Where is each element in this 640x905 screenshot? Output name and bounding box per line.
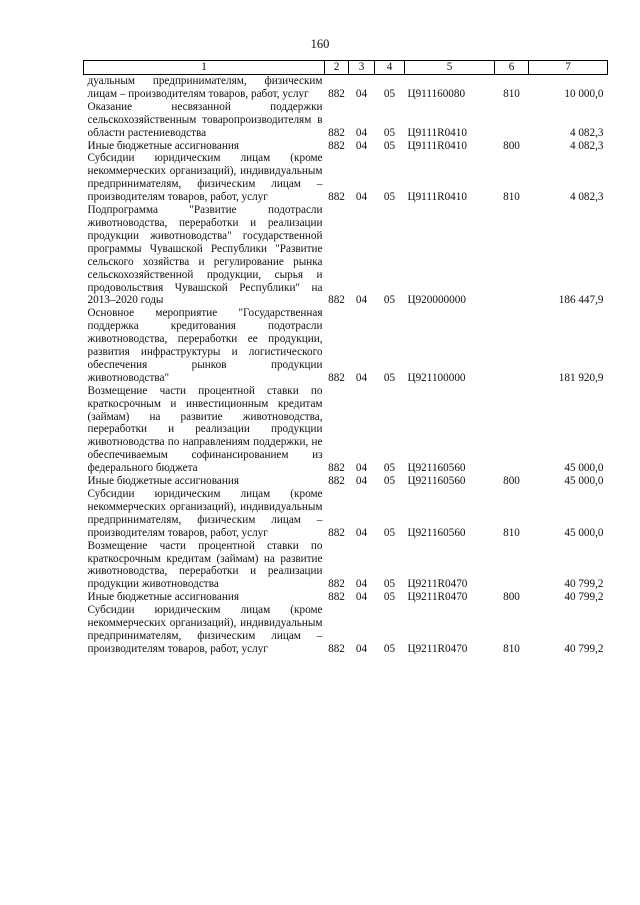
- row-subsection-code: 05: [383, 371, 396, 384]
- column-header-5: 5: [405, 61, 495, 75]
- table-header: [84, 61, 608, 75]
- row-target-article: Ц911160080: [407, 87, 466, 100]
- row-amount: 4 082,3: [569, 126, 604, 139]
- row-amount: 40 799,2: [564, 642, 604, 655]
- table-row: [84, 204, 608, 307]
- table-row: [84, 604, 608, 656]
- row-target-article: Ц921160560: [407, 475, 466, 488]
- table-row: [84, 488, 608, 540]
- row-amount: 4 082,3: [569, 139, 604, 152]
- row-admin-code: 882: [328, 126, 345, 139]
- row-subsection-code: 05: [383, 294, 396, 307]
- row-amount: 186 447,9: [558, 294, 604, 307]
- row-description: Иные бюджетные ассигнования: [87, 475, 239, 488]
- row-section-code: 04: [355, 139, 368, 152]
- row-admin-code: 882: [328, 191, 345, 204]
- row-subsection-code: 05: [383, 87, 396, 100]
- row-section-code: 04: [355, 475, 368, 488]
- row-section-code: 04: [355, 126, 368, 139]
- page-number: 160: [310, 37, 330, 51]
- row-admin-code: 882: [328, 294, 345, 307]
- table-row: [84, 307, 608, 384]
- row-admin-code: 882: [328, 87, 345, 100]
- row-subsection-code: 05: [383, 475, 396, 488]
- row-section-code: 04: [355, 294, 368, 307]
- row-description: Возмещение части процентной ставки по краткосрочным кредитам (займам) на развитие животноводства, переработки и реализации продукции животноводства: [87, 539, 323, 591]
- row-subsection-code: 05: [383, 191, 396, 204]
- column-header-1: 1: [84, 61, 325, 75]
- row-section-code: 04: [355, 191, 368, 204]
- row-admin-code: 882: [328, 591, 345, 604]
- column-header-4: 4: [375, 61, 405, 75]
- row-admin-code: 882: [328, 578, 345, 591]
- row-amount: 40 799,2: [564, 591, 604, 604]
- row-admin-code: 882: [328, 371, 345, 384]
- row-subsection-code: 05: [383, 139, 396, 152]
- column-header-3: 3: [349, 61, 375, 75]
- row-description: Иные бюджетные ассигнования: [87, 591, 239, 604]
- row-admin-code: 882: [328, 462, 345, 475]
- row-target-article: Ц9111R0410: [407, 126, 467, 139]
- row-description: Субсидии юридическим лицам (кроме некоммерческих организаций), индивидуальным предпринимателям, физическим лицам – производителям товаров, работ, услуг: [87, 604, 323, 655]
- row-description: Иные бюджетные ассигнования: [87, 139, 239, 152]
- row-target-article: Ц9211R0470: [407, 591, 468, 604]
- row-target-article: Ц9211R0470: [407, 642, 468, 655]
- row-admin-code: 882: [328, 526, 345, 539]
- row-subsection-code: 05: [383, 526, 396, 539]
- row-subsection-code: 05: [383, 642, 396, 655]
- row-subsection-code: 05: [383, 578, 396, 591]
- row-description: Основное мероприятие "Государственная поддержка кредитования подотрасли животноводства, переработки ее продукции, развития инфраструктуры и логистического обеспечения рынков продукции животноводства": [87, 307, 323, 384]
- row-amount: 4 082,3: [569, 191, 604, 204]
- row-description: Оказание несвязанной поддержки сельскохозяйственным товаропроизводителям в области растениеводства: [87, 100, 323, 139]
- table-row: [84, 101, 608, 140]
- row-target-article: Ц921160560: [407, 462, 466, 475]
- header-row: [84, 61, 608, 75]
- row-expense-type: 810: [503, 526, 520, 539]
- row-amount: 10 000,0: [564, 87, 604, 100]
- row-section-code: 04: [355, 578, 368, 591]
- table-row: [84, 140, 608, 153]
- row-section-code: 04: [355, 591, 368, 604]
- column-header-7: 7: [529, 61, 608, 75]
- row-expense-type: 810: [503, 642, 520, 655]
- table-row: [84, 385, 608, 475]
- table-body: [84, 75, 608, 656]
- table-row: [84, 152, 608, 204]
- row-target-article: Ц9111R0410: [407, 139, 467, 152]
- row-target-article: Ц921100000: [407, 371, 466, 384]
- row-section-code: 04: [355, 642, 368, 655]
- column-header-6: 6: [495, 61, 529, 75]
- row-expense-type: [495, 101, 529, 140]
- row-amount: 40 799,2: [564, 578, 604, 591]
- row-target-article: Ц9111R0410: [407, 191, 467, 204]
- row-subsection-code: 05: [383, 462, 396, 475]
- row-expense-type: [495, 307, 529, 384]
- row-expense-type: [495, 540, 529, 592]
- column-header-2: 2: [325, 61, 349, 75]
- table-row: [84, 75, 608, 101]
- row-section-code: 04: [355, 87, 368, 100]
- row-target-article: Ц920000000: [407, 294, 466, 307]
- row-subsection-code: 05: [383, 591, 396, 604]
- row-expense-type: 810: [503, 87, 520, 100]
- row-subsection-code: 05: [383, 126, 396, 139]
- table-row: [84, 540, 608, 592]
- row-expense-type: [495, 204, 529, 307]
- budget-table: [83, 60, 608, 656]
- row-description: Подпрограмма "Развитие подотрасли животноводства, переработки и реализации продукции животноводства" государственной программы Чувашской Республики "Развитие сельского хозяйства и регулирование рынка сельскохозяйственной продукции, сырья и продовольствия Чувашской Республики" на 2013–2020 годы: [87, 204, 323, 307]
- row-amount: 45 000,0: [564, 526, 604, 539]
- row-amount: 45 000,0: [564, 462, 604, 475]
- row-expense-type: 800: [503, 591, 520, 604]
- row-amount: 45 000,0: [564, 475, 604, 488]
- row-expense-type: 800: [503, 475, 520, 488]
- row-section-code: 04: [355, 462, 368, 475]
- row-admin-code: 882: [328, 139, 345, 152]
- row-amount: 181 920,9: [558, 371, 604, 384]
- row-description: Субсидии юридическим лицам (кроме некоммерческих организаций), индивидуальным предпринимателям, физическим лицам – производителям товаров, работ, услуг: [87, 152, 323, 204]
- table-row: [84, 591, 608, 604]
- row-description: Субсидии юридическим лицам (кроме некоммерческих организаций), индивидуальным предпринимателям, физическим лицам – производителям товаров, работ, услуг: [87, 488, 323, 539]
- row-admin-code: 882: [328, 642, 345, 655]
- row-admin-code: 882: [328, 475, 345, 488]
- row-target-article: Ц921160560: [407, 526, 466, 539]
- row-section-code: 04: [355, 371, 368, 384]
- row-target-article: Ц9211R0470: [407, 578, 468, 591]
- row-description: дуальным предпринимателям, физическим лицам – производителям товаров, работ, услуг: [87, 75, 323, 100]
- row-expense-type: 800: [503, 139, 520, 152]
- row-description: Возмещение части процентной ставки по краткосрочным и инвестиционным кредитам (займам) на развитие животноводства, переработки и реализации продукции животноводства по направлениям поддержки, не обеспечиваемым софинансированием из федерального бюджета: [87, 384, 323, 475]
- row-expense-type: 810: [503, 191, 520, 204]
- row-section-code: 04: [355, 526, 368, 539]
- row-expense-type: [495, 385, 529, 475]
- table-row: [84, 475, 608, 488]
